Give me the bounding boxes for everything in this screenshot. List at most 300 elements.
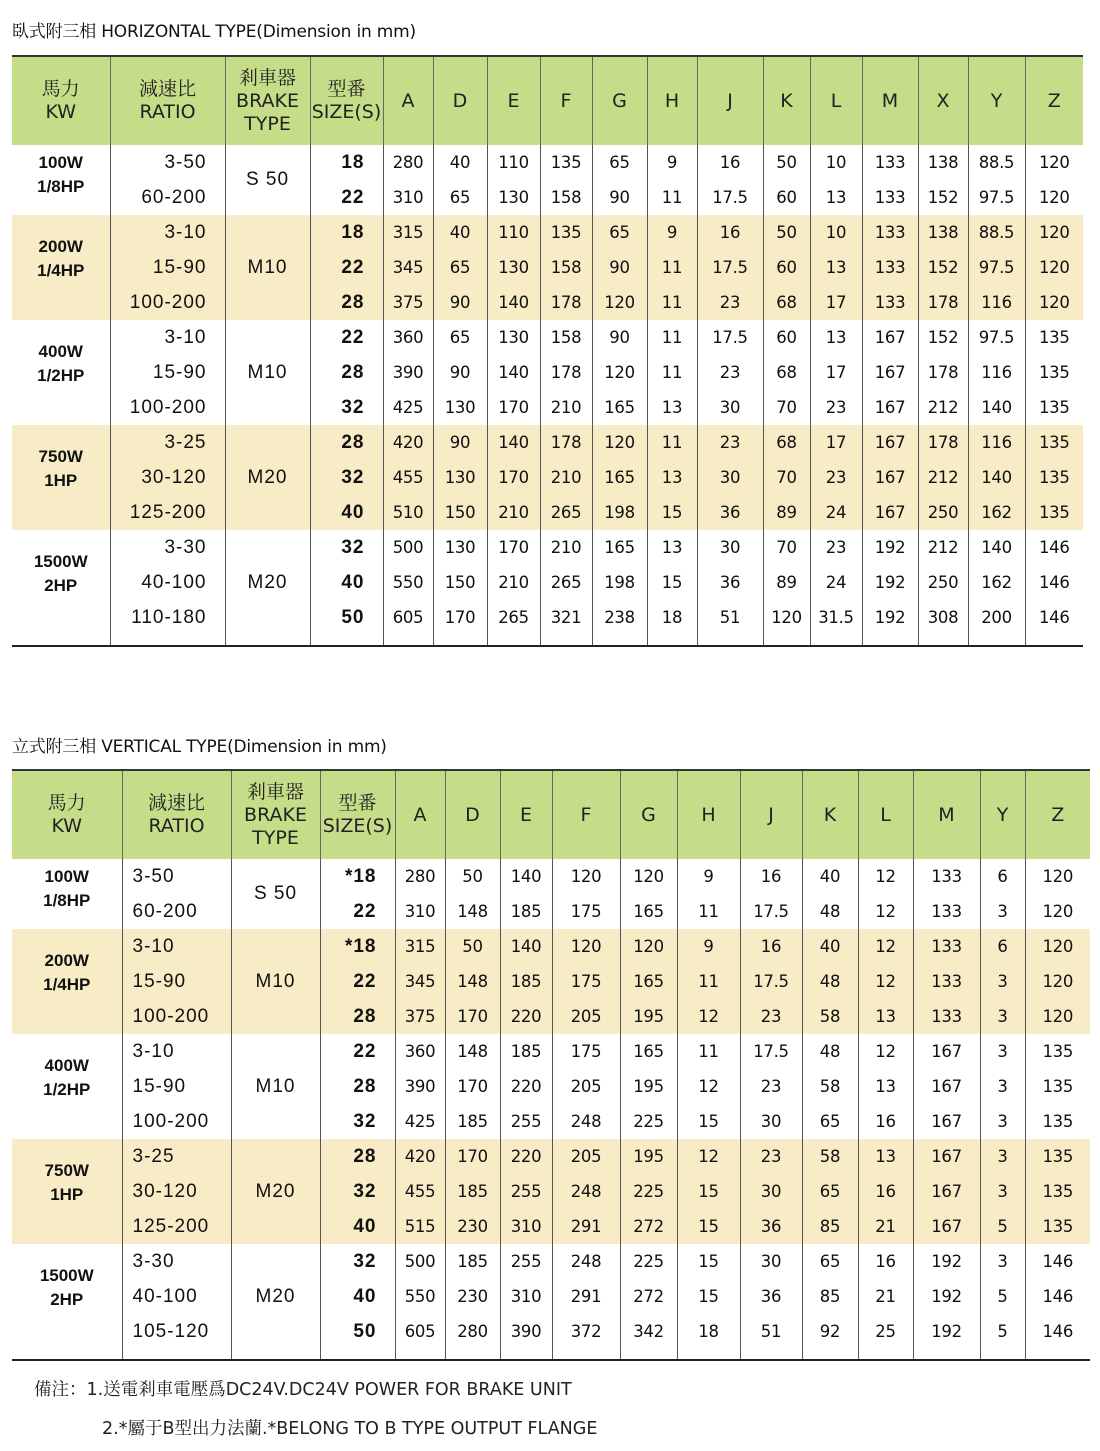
dim-cell-h: 18 bbox=[677, 1314, 740, 1349]
dim-cell-d: 90 bbox=[433, 425, 487, 460]
header-power-kw bbox=[12, 770, 122, 859]
dim-cell-x: 178 bbox=[918, 425, 968, 460]
dim-cell-z: 135 bbox=[1025, 355, 1083, 390]
dim-cell-x: 250 bbox=[918, 495, 968, 530]
dim-cell-h: 15 bbox=[677, 1104, 740, 1139]
dim-cell-z: 120 bbox=[1025, 929, 1090, 964]
spacer-cell bbox=[858, 1349, 913, 1360]
dim-cell-e: 255 bbox=[500, 1104, 552, 1139]
power-label: 400W bbox=[44, 1056, 89, 1075]
dim-cell-k: 92 bbox=[802, 1314, 858, 1349]
power-label: 1/8HP bbox=[37, 177, 85, 196]
dim-cell-k: 70 bbox=[763, 390, 810, 425]
dim-cell-f: 205 bbox=[552, 1139, 620, 1174]
power-cell bbox=[12, 1244, 122, 1349]
dim-cell-k: 65 bbox=[802, 1174, 858, 1209]
dim-cell-l: 21 bbox=[858, 1209, 913, 1244]
brake-type-cell: S 50 bbox=[231, 859, 320, 929]
spacer-cell bbox=[862, 635, 918, 646]
dim-cell-g: 120 bbox=[620, 859, 677, 894]
dim-cell-z: 135 bbox=[1025, 425, 1083, 460]
dim-cell-m: 167 bbox=[913, 1034, 980, 1069]
dim-cell-l: 10 bbox=[810, 145, 862, 180]
dim-cell-e: 130 bbox=[487, 320, 540, 355]
dim-cell-y: 3 bbox=[980, 1034, 1025, 1069]
header-dim-f: F bbox=[552, 770, 620, 859]
dim-cell-y: 6 bbox=[980, 929, 1025, 964]
table-row bbox=[12, 1174, 1090, 1209]
dim-cell-m: 167 bbox=[862, 495, 918, 530]
dim-cell-j: 36 bbox=[697, 565, 763, 600]
dim-cell-g: 195 bbox=[620, 1139, 677, 1174]
header-dim-g: G bbox=[620, 770, 677, 859]
dim-cell-h: 11 bbox=[647, 425, 697, 460]
size-cell: 28 bbox=[310, 355, 383, 390]
header-dim-y: Y bbox=[980, 770, 1025, 859]
dim-cell-l: 24 bbox=[810, 565, 862, 600]
dim-cell-g: 90 bbox=[592, 180, 647, 215]
table-row bbox=[12, 1104, 1090, 1139]
dim-cell-e: 220 bbox=[500, 1139, 552, 1174]
power-label: 1HP bbox=[44, 471, 78, 490]
dim-cell-j: 23 bbox=[740, 1069, 802, 1104]
dim-cell-j: 23 bbox=[697, 355, 763, 390]
table-row bbox=[12, 894, 1090, 929]
dim-cell-l: 17 bbox=[810, 425, 862, 460]
dim-cell-m: 192 bbox=[862, 565, 918, 600]
table-row bbox=[12, 1069, 1090, 1104]
dim-cell-d: 150 bbox=[433, 495, 487, 530]
size-cell: 32 bbox=[320, 1244, 395, 1279]
power-label: 1HP bbox=[50, 1185, 84, 1204]
spacer-cell bbox=[540, 635, 592, 646]
dim-cell-a: 280 bbox=[383, 145, 433, 180]
header-brake-type bbox=[231, 770, 320, 859]
header-row bbox=[12, 770, 1090, 859]
dim-cell-z: 146 bbox=[1025, 565, 1083, 600]
dim-cell-j: 17.5 bbox=[740, 1034, 802, 1069]
table-row bbox=[12, 285, 1083, 320]
size-cell: 40 bbox=[310, 565, 383, 600]
dim-cell-g: 225 bbox=[620, 1104, 677, 1139]
dim-cell-m: 133 bbox=[862, 250, 918, 285]
spacer-cell bbox=[433, 635, 487, 646]
header-dim-m: M bbox=[913, 770, 980, 859]
dim-cell-e: 255 bbox=[500, 1174, 552, 1209]
spacer-cell bbox=[320, 1349, 395, 1360]
dim-cell-d: 185 bbox=[445, 1244, 500, 1279]
table-row bbox=[12, 999, 1090, 1034]
dim-cell-f: 372 bbox=[552, 1314, 620, 1349]
size-cell: 22 bbox=[310, 320, 383, 355]
dim-cell-m: 192 bbox=[913, 1279, 980, 1314]
dim-cell-g: 342 bbox=[620, 1314, 677, 1349]
dim-cell-k: 68 bbox=[763, 355, 810, 390]
note-output-flange: 2.*屬于B型出力法蘭.*BELONG TO B TYPE OUTPUT FLANGE bbox=[102, 1419, 598, 1439]
header-dim-h: H bbox=[647, 56, 697, 145]
power-cell bbox=[12, 859, 122, 929]
dim-cell-h: 12 bbox=[677, 1069, 740, 1104]
dim-cell-d: 170 bbox=[445, 1139, 500, 1174]
dim-cell-d: 280 bbox=[445, 1314, 500, 1349]
dim-cell-y: 6 bbox=[980, 859, 1025, 894]
dim-cell-d: 170 bbox=[445, 999, 500, 1034]
spacer-row bbox=[12, 1349, 1090, 1360]
header-line: SIZE(S) bbox=[311, 101, 382, 123]
ratio-cell: 3-50 bbox=[122, 859, 231, 894]
vertical-type-title: 立式附三相 VERTICAL TYPE(Dimension in mm) bbox=[12, 737, 387, 757]
size-cell: 50 bbox=[310, 600, 383, 635]
power-cell bbox=[12, 215, 110, 320]
spacer-cell bbox=[1025, 1349, 1090, 1360]
dim-cell-j: 17.5 bbox=[697, 320, 763, 355]
size-cell: 40 bbox=[310, 495, 383, 530]
power-label: 1/4HP bbox=[43, 975, 91, 994]
dim-cell-k: 50 bbox=[763, 145, 810, 180]
dim-cell-y: 3 bbox=[980, 1174, 1025, 1209]
ratio-cell: 105-120 bbox=[122, 1314, 231, 1349]
dim-cell-d: 230 bbox=[445, 1209, 500, 1244]
dim-cell-z: 146 bbox=[1025, 1244, 1090, 1279]
dim-cell-m: 192 bbox=[913, 1314, 980, 1349]
dim-cell-d: 148 bbox=[445, 964, 500, 999]
dim-cell-f: 248 bbox=[552, 1244, 620, 1279]
ratio-cell: 3-30 bbox=[110, 530, 225, 565]
ratio-cell: 100-200 bbox=[122, 1104, 231, 1139]
ratio-cell: 3-25 bbox=[122, 1139, 231, 1174]
dim-cell-a: 500 bbox=[395, 1244, 445, 1279]
dim-cell-j: 51 bbox=[740, 1314, 802, 1349]
ratio-cell: 100-200 bbox=[110, 390, 225, 425]
spacer-cell bbox=[231, 1349, 320, 1360]
dim-cell-z: 135 bbox=[1025, 320, 1083, 355]
dim-cell-k: 65 bbox=[802, 1104, 858, 1139]
dim-cell-y: 3 bbox=[980, 1244, 1025, 1279]
header-dim-a: A bbox=[395, 770, 445, 859]
size-cell: *18 bbox=[320, 929, 395, 964]
header-dim-d: D bbox=[445, 770, 500, 859]
dim-cell-f: 265 bbox=[540, 565, 592, 600]
power-label: 750W bbox=[38, 447, 83, 466]
power-label: 1/2HP bbox=[37, 366, 85, 385]
dim-cell-m: 133 bbox=[913, 894, 980, 929]
dim-cell-z: 135 bbox=[1025, 1174, 1090, 1209]
header-dim-y: Y bbox=[968, 56, 1025, 145]
dim-cell-k: 48 bbox=[802, 964, 858, 999]
dim-cell-j: 17.5 bbox=[697, 180, 763, 215]
dim-cell-g: 165 bbox=[592, 530, 647, 565]
dim-cell-g: 120 bbox=[620, 929, 677, 964]
table-body bbox=[12, 145, 1083, 646]
spacer-cell bbox=[620, 1349, 677, 1360]
dim-cell-h: 13 bbox=[647, 390, 697, 425]
dim-cell-e: 220 bbox=[500, 1069, 552, 1104]
dim-cell-j: 36 bbox=[697, 495, 763, 530]
dim-cell-l: 17 bbox=[810, 285, 862, 320]
dim-cell-y: 88.5 bbox=[968, 145, 1025, 180]
dim-cell-k: 60 bbox=[763, 180, 810, 215]
dim-cell-y: 200 bbox=[968, 600, 1025, 635]
dim-cell-j: 30 bbox=[697, 460, 763, 495]
dim-cell-k: 60 bbox=[763, 250, 810, 285]
spacer-cell bbox=[810, 635, 862, 646]
table-row bbox=[12, 964, 1090, 999]
header-dim-a: A bbox=[383, 56, 433, 145]
size-cell: 22 bbox=[320, 894, 395, 929]
spacer-cell bbox=[802, 1349, 858, 1360]
dim-cell-d: 40 bbox=[433, 145, 487, 180]
dim-cell-g: 120 bbox=[592, 355, 647, 390]
dim-cell-k: 85 bbox=[802, 1209, 858, 1244]
header-brake-type bbox=[225, 56, 310, 145]
header-line: TYPE bbox=[244, 112, 291, 135]
dim-cell-e: 265 bbox=[487, 600, 540, 635]
brake-type-cell: M20 bbox=[231, 1139, 320, 1244]
header-line: BRAKE bbox=[236, 89, 299, 112]
brake-type-cell: S 50 bbox=[225, 145, 310, 215]
dim-cell-l: 13 bbox=[858, 999, 913, 1034]
table-row bbox=[12, 1209, 1090, 1244]
dim-cell-f: 120 bbox=[552, 929, 620, 964]
dim-cell-f: 210 bbox=[540, 530, 592, 565]
dim-cell-z: 135 bbox=[1025, 1034, 1090, 1069]
power-cell bbox=[12, 425, 110, 530]
dim-cell-m: 167 bbox=[862, 355, 918, 390]
header-dim-h: H bbox=[677, 770, 740, 859]
dim-cell-l: 31.5 bbox=[810, 600, 862, 635]
dim-cell-a: 315 bbox=[395, 929, 445, 964]
dim-cell-e: 110 bbox=[487, 215, 540, 250]
dim-cell-x: 212 bbox=[918, 460, 968, 495]
table-row bbox=[12, 355, 1083, 390]
dim-cell-g: 198 bbox=[592, 495, 647, 530]
dim-cell-l: 10 bbox=[810, 215, 862, 250]
dim-cell-l: 13 bbox=[810, 250, 862, 285]
dim-cell-j: 16 bbox=[697, 145, 763, 180]
ratio-cell: 100-200 bbox=[110, 285, 225, 320]
header-line: 馬力 bbox=[47, 792, 86, 814]
dim-cell-j: 23 bbox=[697, 425, 763, 460]
dim-cell-j: 16 bbox=[740, 929, 802, 964]
dim-cell-a: 375 bbox=[383, 285, 433, 320]
power-label: 1500W bbox=[33, 552, 88, 571]
spacer-cell bbox=[110, 635, 225, 646]
dim-cell-h: 9 bbox=[677, 929, 740, 964]
header-row bbox=[12, 56, 1083, 145]
header-line: KW bbox=[51, 815, 83, 837]
dim-cell-a: 605 bbox=[395, 1314, 445, 1349]
header-dim-j: J bbox=[740, 770, 802, 859]
dim-cell-d: 185 bbox=[445, 1174, 500, 1209]
dim-cell-j: 23 bbox=[740, 999, 802, 1034]
dim-cell-f: 178 bbox=[540, 425, 592, 460]
dim-cell-z: 135 bbox=[1025, 1139, 1090, 1174]
dim-cell-z: 120 bbox=[1025, 964, 1090, 999]
header-line: SIZE(S) bbox=[322, 815, 393, 837]
dim-cell-h: 11 bbox=[647, 355, 697, 390]
power-cell bbox=[12, 1034, 122, 1139]
header-line: 型番 bbox=[327, 78, 366, 100]
dim-cell-m: 133 bbox=[862, 215, 918, 250]
dim-cell-j: 23 bbox=[740, 1139, 802, 1174]
dim-cell-f: 321 bbox=[540, 600, 592, 635]
dim-cell-m: 167 bbox=[913, 1209, 980, 1244]
header-dim-x: X bbox=[918, 56, 968, 145]
header-line: RATIO bbox=[148, 815, 205, 837]
ratio-cell: 60-200 bbox=[122, 894, 231, 929]
dim-cell-a: 375 bbox=[395, 999, 445, 1034]
dim-cell-k: 58 bbox=[802, 1139, 858, 1174]
dim-cell-f: 210 bbox=[540, 390, 592, 425]
dim-cell-j: 36 bbox=[740, 1279, 802, 1314]
size-cell: 32 bbox=[320, 1174, 395, 1209]
header-line: 剎車器 bbox=[246, 780, 304, 803]
dim-cell-l: 21 bbox=[858, 1279, 913, 1314]
dim-cell-h: 9 bbox=[677, 859, 740, 894]
dim-cell-l: 25 bbox=[858, 1314, 913, 1349]
dim-cell-g: 165 bbox=[620, 1034, 677, 1069]
dim-cell-l: 17 bbox=[810, 355, 862, 390]
dim-cell-y: 97.5 bbox=[968, 180, 1025, 215]
dim-cell-k: 60 bbox=[763, 320, 810, 355]
dim-cell-x: 308 bbox=[918, 600, 968, 635]
brake-type-cell: M10 bbox=[225, 320, 310, 425]
dim-cell-z: 146 bbox=[1025, 1314, 1090, 1349]
size-cell: 28 bbox=[310, 425, 383, 460]
dim-cell-h: 15 bbox=[647, 495, 697, 530]
dim-cell-g: 195 bbox=[620, 999, 677, 1034]
dim-cell-a: 360 bbox=[395, 1034, 445, 1069]
spacer-cell bbox=[225, 635, 310, 646]
dim-cell-y: 3 bbox=[980, 964, 1025, 999]
header-dim-z: Z bbox=[1025, 56, 1083, 145]
dim-cell-h: 11 bbox=[647, 250, 697, 285]
brake-type-cell: M10 bbox=[231, 929, 320, 1034]
dim-cell-m: 133 bbox=[862, 145, 918, 180]
ratio-cell: 15-90 bbox=[110, 250, 225, 285]
dim-cell-h: 11 bbox=[677, 964, 740, 999]
table-row bbox=[12, 495, 1083, 530]
ratio-cell: 30-120 bbox=[110, 460, 225, 495]
table-row bbox=[12, 215, 1083, 250]
dim-cell-j: 17.5 bbox=[740, 964, 802, 999]
ratio-cell: 100-200 bbox=[122, 999, 231, 1034]
dim-cell-l: 12 bbox=[858, 894, 913, 929]
dim-cell-z: 146 bbox=[1025, 600, 1083, 635]
table-row bbox=[12, 250, 1083, 285]
dim-cell-m: 133 bbox=[862, 180, 918, 215]
dim-cell-m: 192 bbox=[862, 600, 918, 635]
spacer-cell bbox=[968, 635, 1025, 646]
dim-cell-e: 140 bbox=[500, 859, 552, 894]
dim-cell-k: 58 bbox=[802, 999, 858, 1034]
dim-cell-h: 12 bbox=[677, 999, 740, 1034]
size-cell: 22 bbox=[320, 964, 395, 999]
spacer-cell bbox=[552, 1349, 620, 1360]
dim-cell-y: 140 bbox=[968, 460, 1025, 495]
dim-cell-g: 65 bbox=[592, 145, 647, 180]
dim-cell-y: 5 bbox=[980, 1314, 1025, 1349]
brake-type-cell: M10 bbox=[225, 215, 310, 320]
size-cell: 32 bbox=[320, 1104, 395, 1139]
dim-cell-z: 120 bbox=[1025, 215, 1083, 250]
dim-cell-z: 120 bbox=[1025, 285, 1083, 320]
ratio-cell: 3-10 bbox=[110, 215, 225, 250]
spacer-cell bbox=[1025, 635, 1083, 646]
spacer-cell bbox=[395, 1349, 445, 1360]
dim-cell-k: 65 bbox=[802, 1244, 858, 1279]
header-dim-k: K bbox=[802, 770, 858, 859]
dim-cell-k: 40 bbox=[802, 929, 858, 964]
dim-cell-z: 120 bbox=[1025, 180, 1083, 215]
dim-cell-m: 133 bbox=[862, 285, 918, 320]
dim-cell-d: 50 bbox=[445, 929, 500, 964]
power-label: 200W bbox=[44, 951, 89, 970]
dim-cell-z: 135 bbox=[1025, 1209, 1090, 1244]
dim-cell-g: 165 bbox=[620, 964, 677, 999]
header-dim-e: E bbox=[487, 56, 540, 145]
spacer-cell bbox=[592, 635, 647, 646]
size-cell: 32 bbox=[310, 460, 383, 495]
dim-cell-a: 605 bbox=[383, 600, 433, 635]
dim-cell-y: 3 bbox=[980, 1069, 1025, 1104]
dim-cell-g: 225 bbox=[620, 1174, 677, 1209]
dim-cell-m: 167 bbox=[913, 1139, 980, 1174]
dim-cell-a: 345 bbox=[395, 964, 445, 999]
size-cell: 28 bbox=[310, 285, 383, 320]
spacer-cell bbox=[697, 635, 763, 646]
size-cell: 18 bbox=[310, 215, 383, 250]
dim-cell-e: 310 bbox=[500, 1279, 552, 1314]
dim-cell-a: 420 bbox=[383, 425, 433, 460]
header-dim-d: D bbox=[433, 56, 487, 145]
header-size bbox=[320, 770, 395, 859]
dim-cell-f: 248 bbox=[552, 1104, 620, 1139]
dim-cell-y: 5 bbox=[980, 1279, 1025, 1314]
dim-cell-f: 175 bbox=[552, 964, 620, 999]
ratio-cell: 3-50 bbox=[110, 145, 225, 180]
dim-cell-h: 11 bbox=[677, 1034, 740, 1069]
header-power-kw bbox=[12, 56, 110, 145]
dim-cell-g: 195 bbox=[620, 1069, 677, 1104]
horizontal-dimension-table bbox=[12, 55, 1083, 647]
dim-cell-l: 12 bbox=[858, 929, 913, 964]
header-line: KW bbox=[45, 101, 77, 123]
dim-cell-l: 23 bbox=[810, 390, 862, 425]
dim-cell-e: 310 bbox=[500, 1209, 552, 1244]
size-cell: 18 bbox=[310, 145, 383, 180]
dim-cell-f: 291 bbox=[552, 1279, 620, 1314]
dim-cell-a: 550 bbox=[383, 565, 433, 600]
dim-cell-g: 90 bbox=[592, 250, 647, 285]
table-header bbox=[12, 770, 1090, 859]
table-row bbox=[12, 1279, 1090, 1314]
dim-cell-f: 265 bbox=[540, 495, 592, 530]
dim-cell-e: 185 bbox=[500, 1034, 552, 1069]
ratio-cell: 3-25 bbox=[110, 425, 225, 460]
ratio-cell: 125-200 bbox=[110, 495, 225, 530]
ratio-cell: 3-30 bbox=[122, 1244, 231, 1279]
size-cell: 32 bbox=[310, 530, 383, 565]
power-label: 1500W bbox=[39, 1266, 94, 1285]
dim-cell-d: 65 bbox=[433, 180, 487, 215]
table-row bbox=[12, 565, 1083, 600]
dim-cell-x: 250 bbox=[918, 565, 968, 600]
header-dim-e: E bbox=[500, 770, 552, 859]
dim-cell-d: 40 bbox=[433, 215, 487, 250]
dim-cell-g: 165 bbox=[592, 390, 647, 425]
dim-cell-z: 146 bbox=[1025, 530, 1083, 565]
